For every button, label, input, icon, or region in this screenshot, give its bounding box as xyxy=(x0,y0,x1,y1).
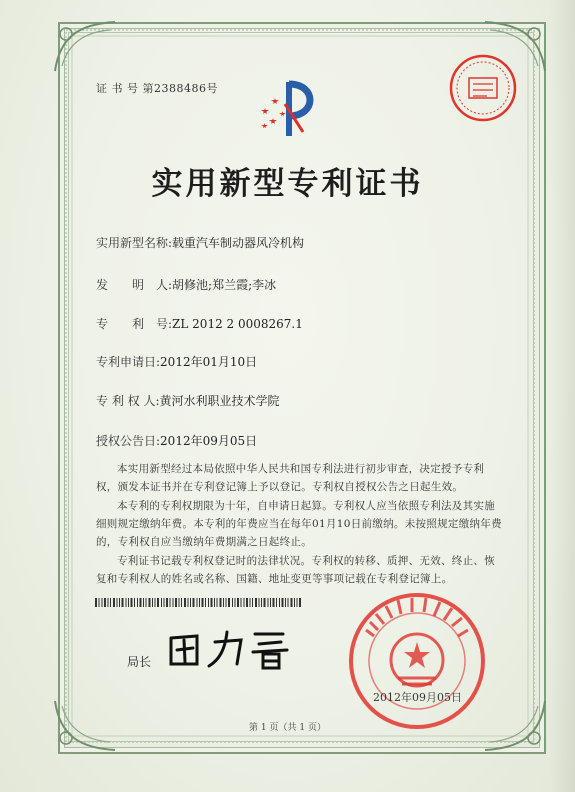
issue-date: 2012年09月05日 xyxy=(373,691,462,704)
scan-shadow xyxy=(549,0,575,792)
field-label: 专利申请日: xyxy=(96,355,161,369)
field-inventors xyxy=(96,276,276,293)
field-value: 2012年01月10日 xyxy=(160,355,258,369)
official-seal-stamp xyxy=(346,590,488,732)
certificate-number-label: 证 书 号 xyxy=(96,82,139,95)
field-value: ZL 2012 2 0008267.1 xyxy=(172,317,303,331)
field-grant-date xyxy=(96,432,257,449)
barcode xyxy=(95,598,305,607)
field-label: 专 利 权 人: xyxy=(96,394,160,408)
patent-office-logo xyxy=(255,74,325,144)
body-paragraph-2 xyxy=(96,497,502,551)
director-label: 局长 xyxy=(127,655,152,669)
body-paragraph-1 xyxy=(96,460,502,496)
field-value: 胡修池;郑兰霞;李冰 xyxy=(172,278,277,292)
director-signature xyxy=(163,624,323,674)
page-number: 第 1 页（共 1 页） xyxy=(249,723,326,733)
field-label: 专 利 号: xyxy=(96,317,173,331)
field-label: 授权公告日: xyxy=(96,434,161,448)
field-label: 发 明 人: xyxy=(96,278,173,292)
field-utility-model-name xyxy=(96,234,304,251)
body-paragraph-3 xyxy=(96,552,502,588)
certificate-number xyxy=(96,80,218,96)
top-seal-stamp xyxy=(447,52,519,124)
certificate-title: 实用新型专利证书 xyxy=(151,166,424,202)
field-value: 载重汽车制动器风冷机构 xyxy=(172,236,305,250)
field-value: 黄河水利职业技术学院 xyxy=(159,394,280,408)
field-value: 2012年09月05日 xyxy=(160,434,258,448)
paragraph-text: 本实用新型经过本局依照中华人民共和国专利法进行初步审查，决定授予专利权，颁发本证书并在专利登记簿上予以登记。专利权自授权公告之日起生效。 xyxy=(96,463,485,493)
field-label: 实用新型名称: xyxy=(96,236,173,250)
certificate-number-value: 第2388486号 xyxy=(142,82,218,95)
field-patentee xyxy=(96,392,280,409)
corner-ornament-top-left xyxy=(50,16,120,76)
field-application-date xyxy=(96,353,257,370)
paragraph-text: 专利证书记载专利权登记时的法律状况。专利权的转移、质押、无效、终止、恢复和专利权人的姓名或名称、国籍、地址变更等事项记载在专利登记簿上。 xyxy=(96,555,495,585)
field-patent-number xyxy=(96,315,303,332)
paragraph-text: 本专利的专利权期限为十年，自申请日起算。专利权人应当依照专利法及其实施细则规定缴纳年费。本专利的年费应当在每年01月10日前缴纳。未按照规定缴纳年费的，专利权自应当缴纳年费期满之日起终止。 xyxy=(96,500,502,548)
